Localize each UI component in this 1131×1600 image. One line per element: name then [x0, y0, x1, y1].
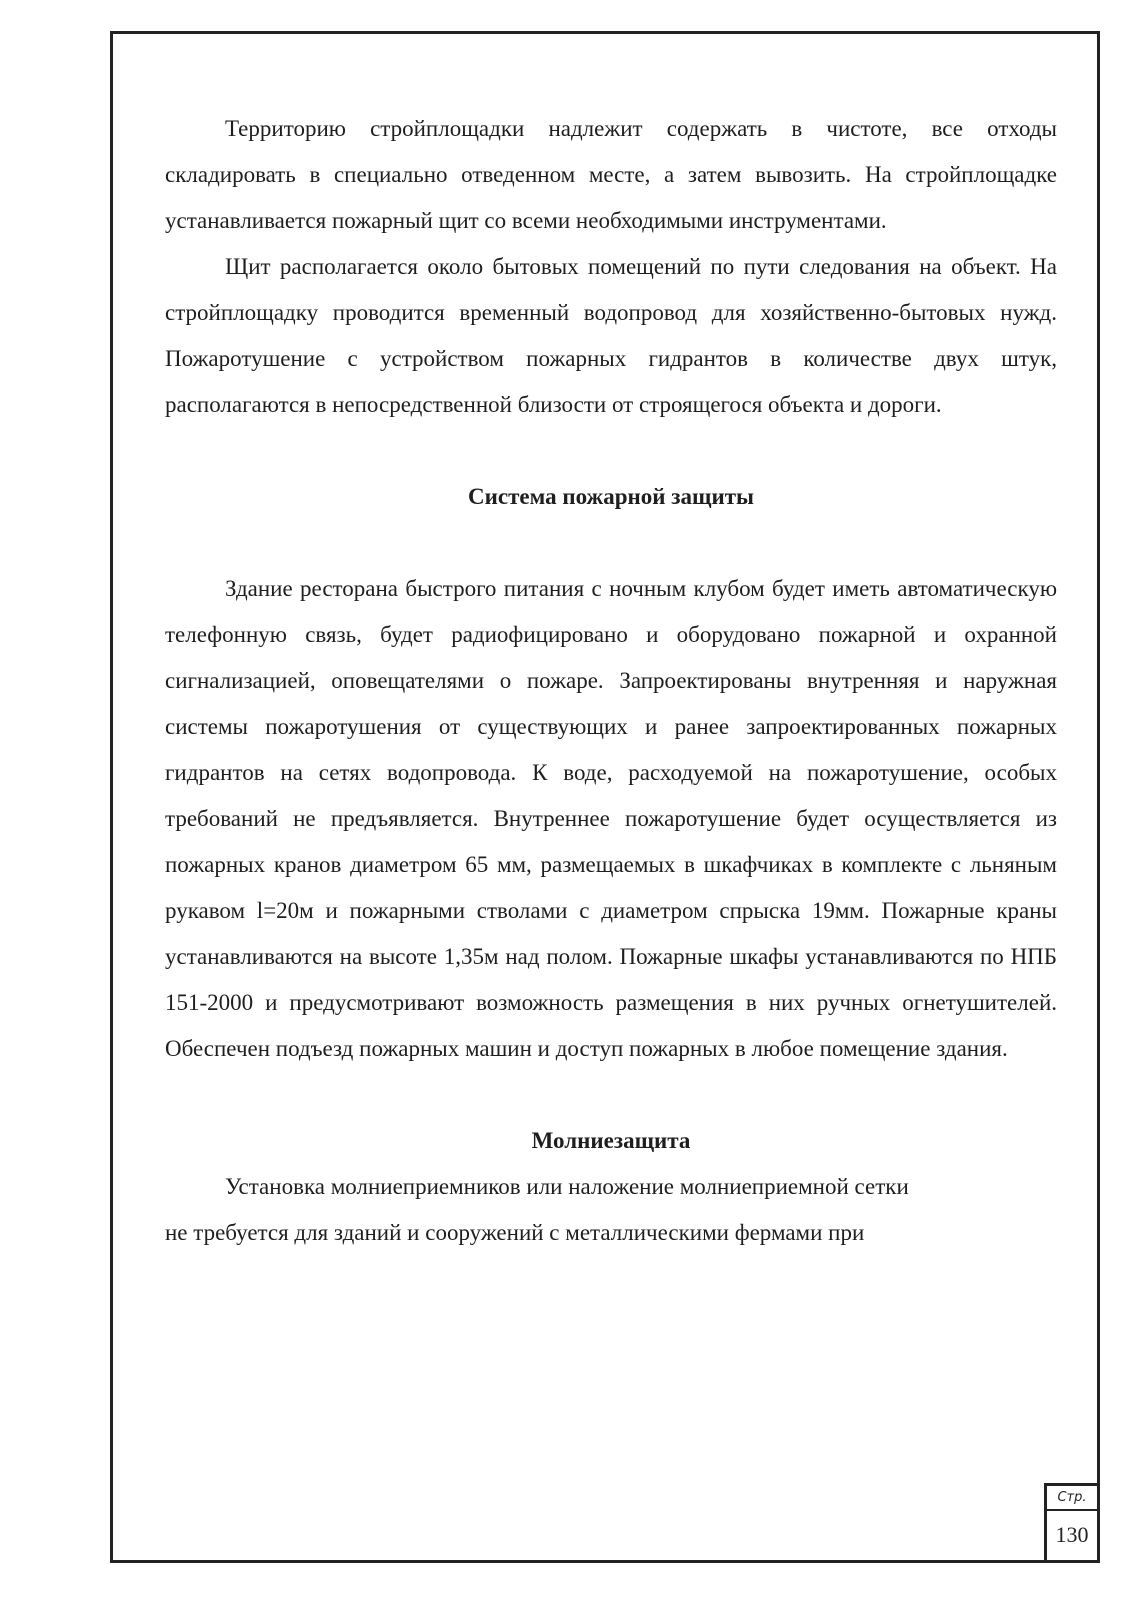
- heading-fire-protection: Система пожарной защиты: [468, 484, 754, 509]
- paragraph-lightning-line-1: Установка молниеприемников или наложение молниеприемной сетки: [225, 1174, 909, 1199]
- paragraph-site-cleanliness: Территорию стройплощадки надлежит содержать в чистоте, все отходы складировать в специально отведенном месте, а затем вывозить. На стройплощадке устанавливается пожарный щит со всеми необходимыми инструментами.: [165, 116, 1057, 233]
- paragraph-fire-protection: Здание ресторана быстрого питания с ночным клубом будет иметь автоматическую телефонную связь, будет радиофицировано и оборудовано пожарной и охранной сигнализацией, оповещателями о пожаре. Запроектированы внутренняя и наружная системы пожаротушения от существующих и ранее запроектированных пожарных гидрантов на сетях водопровода. К воде, расходуемой на пожаротушение, особых требований не предъявляется. Внутреннее пожаротушение будет осуществляется из пожарных кранов диаметром 65 мм, размещаемых в шкафчиках в комплекте с льняным рукавом l=20м и пожарными стволами с диаметром спрыска 19мм. Пожарные краны устанавливаются на высоте 1,35м над полом. Пожарные шкафы устанавливаются по НПБ 151-2000 и предусмотривают возможность размещения в них ручных огнетушителей. Обеспечен подъезд пожарных машин и доступ пожарных в любое помещение здания.: [165, 576, 1057, 1061]
- spacer: [165, 1072, 1057, 1118]
- paragraph-lightning-line-2: не требуется для зданий и сооружений с металлическими фермами при: [165, 1220, 865, 1245]
- document-body: [165, 106, 1057, 1256]
- page-number-stamp: [1044, 1483, 1100, 1563]
- paragraph-fire-shield: Щит располагается около бытовых помещений по пути следования на объект. На стройплощадку проводится временный водопровод для хозяйственно-бытовых нужд. Пожаротушение с устройством пожарных гидрантов в количестве двух штук, располагаются в непосредственной близости от строящегося объекта и дороги.: [165, 254, 1057, 417]
- stamp-label: Стр.: [1047, 1486, 1097, 1511]
- spacer: [165, 520, 1057, 566]
- heading-lightning-protection: Молниезащита: [531, 1128, 691, 1153]
- page-frame: [110, 31, 1100, 1563]
- page-number: 130: [1055, 1522, 1089, 1547]
- spacer: [165, 428, 1057, 474]
